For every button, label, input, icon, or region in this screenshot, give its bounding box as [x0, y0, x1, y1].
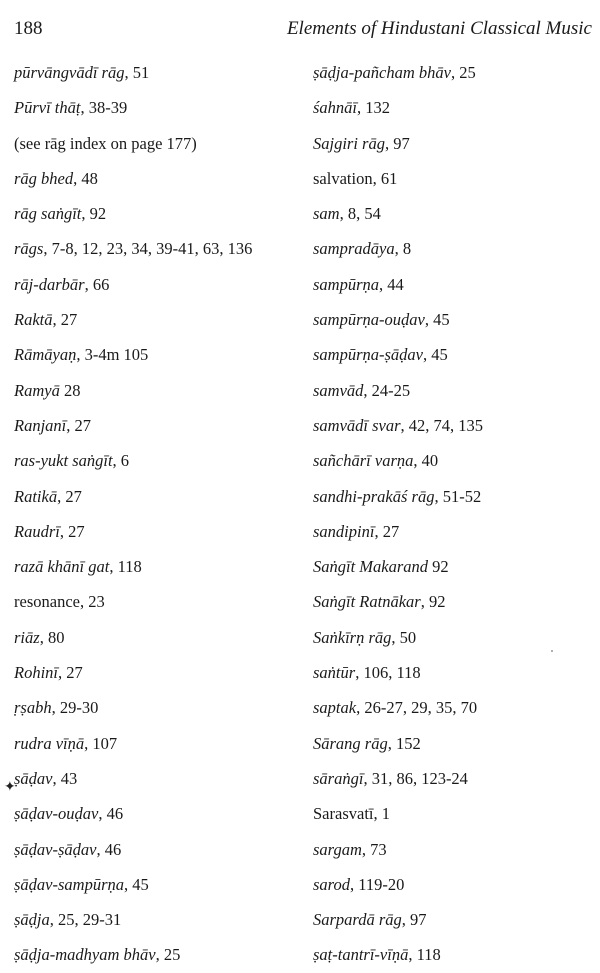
- page-references: , 38-39: [80, 98, 128, 118]
- index-term: ṣāḍav-sampūrṇa: [14, 874, 124, 894]
- index-term: pūrvāngvādī rāg: [14, 63, 125, 82]
- page-references: , 25, 29-31: [49, 910, 122, 930]
- page-references: , 25: [155, 945, 181, 965]
- page-references: , 27: [58, 663, 83, 683]
- index-term: sampūrṇa: [313, 274, 380, 294]
- page-references: , 27: [52, 310, 78, 330]
- index-term: sampradāya: [313, 239, 395, 259]
- index-term: (see rāg index on page 177): [14, 133, 197, 153]
- index-entry: [313, 443, 598, 478]
- page-references: , 152: [387, 733, 421, 753]
- index-entry: [14, 867, 304, 902]
- page-references: , 46: [98, 804, 124, 824]
- index-term: salvation: [313, 168, 373, 188]
- index-entry: [313, 867, 598, 902]
- index-term: sam: [313, 204, 340, 224]
- index-term: sandhi-prakāś rāg: [313, 486, 435, 506]
- index-term: Pūrvī thāṭ: [14, 98, 81, 118]
- index-term: sampūrṇa-ouḍav: [313, 310, 425, 330]
- index-entry: [14, 937, 304, 972]
- index-entry: [14, 267, 304, 302]
- page-references: , 8, 54: [339, 204, 381, 224]
- page-references: , 29-30: [51, 698, 99, 718]
- index-term: śahnāī: [313, 98, 358, 118]
- page-references: , 26-27, 29, 35, 70: [356, 698, 478, 718]
- page-references: , 42, 74, 135: [400, 415, 484, 435]
- index-term: Ramyā: [14, 380, 60, 400]
- index-entry: [14, 761, 304, 796]
- index-entry: [313, 479, 598, 514]
- page-references: , 6: [112, 451, 130, 471]
- index-entry: [14, 584, 304, 619]
- index-term: ṣāḍja-madhyam bhāv: [14, 945, 156, 965]
- index-term: ṛṣabh: [14, 698, 52, 718]
- index-term: Raktā: [14, 310, 53, 330]
- page-references: , 107: [84, 733, 118, 753]
- index-term: ṣaṭ-tantrī-vīṇā: [313, 945, 409, 965]
- index-entry: [313, 796, 598, 831]
- index-entry: [14, 726, 304, 761]
- index-entry: [313, 549, 598, 584]
- index-term: sandipinī: [313, 521, 375, 541]
- index-column-left: [14, 55, 304, 973]
- index-term: sāraṅgī: [313, 768, 364, 788]
- index-entry: [14, 479, 304, 514]
- page-references: , 40: [413, 451, 439, 471]
- index-term: resonance: [14, 592, 80, 612]
- index-entry: [14, 796, 304, 831]
- index-entry: [313, 514, 598, 549]
- index-term: ṣāḍav-ṣāḍav: [14, 839, 97, 859]
- index-entry: [14, 161, 304, 196]
- page-references: , 46: [96, 839, 122, 859]
- index-entry: [14, 514, 304, 549]
- page-references: , 61: [372, 168, 398, 188]
- index-term: rāg saṅgīt: [14, 204, 82, 224]
- index-entry: [14, 302, 304, 337]
- index-term: samvād: [313, 380, 364, 400]
- index-entry: [313, 196, 598, 231]
- index-entry: [313, 267, 598, 302]
- page-references: , 97: [401, 910, 427, 930]
- ink-speck: [551, 650, 553, 652]
- page-references: , 66: [84, 274, 110, 294]
- index-entry: [14, 620, 304, 655]
- page-references: , 45: [124, 874, 149, 894]
- page-references: , 73: [361, 839, 387, 859]
- index-entry: [14, 408, 304, 443]
- index-term: Raudrī: [14, 521, 60, 541]
- index-entry: [313, 832, 598, 867]
- page-references: , 27: [59, 521, 85, 541]
- page-references: , 106, 118: [355, 663, 421, 683]
- page-references: , 3-4m 105: [76, 345, 149, 365]
- index-term: sañchārī varṇa: [313, 451, 414, 471]
- index-term: rāj-darbār: [14, 274, 85, 294]
- page-references: , 51-52: [434, 486, 482, 506]
- index-term: Sarasvatī: [313, 804, 374, 824]
- index-term: ṣāḍav-ouḍav: [14, 804, 99, 824]
- index-term: ṣāḍja: [14, 910, 50, 930]
- index-term: Rohinī: [14, 663, 58, 683]
- index-term: rudra vīṇā: [14, 733, 85, 753]
- index-entry: [14, 549, 304, 584]
- page-references: , 118: [408, 945, 441, 965]
- page-references: , 132: [357, 98, 391, 118]
- index-entry: [313, 620, 598, 655]
- index-entry: [313, 302, 598, 337]
- index-entry: [313, 337, 598, 372]
- index-term: ṣāḍja-pañcham bhāv: [313, 63, 451, 82]
- page-references: , 8: [394, 239, 412, 259]
- index-entry: [313, 231, 598, 266]
- index-entry: [313, 55, 598, 90]
- page-references: , 27: [66, 415, 91, 435]
- page-references: , 1: [373, 804, 390, 824]
- page-references: , 31, 86, 123-24: [363, 768, 468, 788]
- page-references: , 44: [379, 274, 404, 294]
- page-references: , 45: [424, 310, 450, 330]
- page-references: , 92: [81, 204, 107, 224]
- index-term: rāgs: [14, 239, 44, 259]
- page-references: 28: [59, 380, 81, 400]
- index-entry: [14, 55, 304, 90]
- index-entry: [14, 832, 304, 867]
- index-entry: [313, 761, 598, 796]
- index-entry: [313, 90, 598, 125]
- index-term: sampūrṇa-ṣāḍav: [313, 345, 423, 365]
- index-term: saṅtūr: [313, 663, 356, 683]
- page-references: , 48: [73, 168, 98, 188]
- index-term: Sārang rāg: [313, 733, 388, 753]
- page-references: , 7-8, 12, 23, 34, 39-41, 63, 136: [43, 239, 253, 259]
- index-term: ṣāḍav: [14, 768, 53, 788]
- ink-blot-mark: ✦: [4, 780, 16, 795]
- page-references: , 27: [374, 521, 400, 541]
- index-entry: [313, 690, 598, 725]
- index-entry: [14, 373, 304, 408]
- index-term: ras-yukt saṅgīt: [14, 451, 113, 471]
- index-entry: [14, 690, 304, 725]
- index-term: Sajgiri rāg: [313, 133, 385, 153]
- page-references: , 51: [124, 63, 150, 82]
- index-term: rāg bhed: [14, 168, 74, 188]
- page-references: , 118: [109, 557, 142, 577]
- page-references: , 43: [52, 768, 78, 788]
- index-entry: [313, 937, 598, 972]
- page-references: 92: [428, 557, 449, 577]
- index-term: Ratikā: [14, 486, 58, 506]
- index-term: Saṅgīt Ratnākar: [313, 592, 421, 612]
- index-term: Sarpardā rāg: [313, 910, 402, 930]
- index-term: riāz: [14, 627, 40, 647]
- index-column-right: [313, 55, 598, 973]
- index-entry: [14, 337, 304, 372]
- index-term: Saṅkīrṇ rāg: [313, 627, 392, 647]
- index-entry: [14, 902, 304, 937]
- index-entry: [313, 726, 598, 761]
- index-entry: [313, 126, 598, 161]
- index-entry: [313, 373, 598, 408]
- index-term: sargam: [313, 839, 362, 859]
- index-entry: [14, 126, 304, 161]
- page-references: , 23: [79, 592, 105, 612]
- page-references: , 50: [391, 627, 417, 647]
- index-entry: [14, 90, 304, 125]
- page-references: , 45: [423, 345, 448, 365]
- index-entry: [313, 655, 598, 690]
- index-entry: [14, 443, 304, 478]
- page-references: , 25: [450, 63, 476, 82]
- index-term: saptak: [313, 698, 357, 718]
- index-entry: [14, 655, 304, 690]
- index-entry: [313, 161, 598, 196]
- index-term: Saṅgīt Makarand: [313, 557, 429, 577]
- page-references: , 80: [39, 627, 65, 647]
- page-references: , 24-25: [363, 380, 411, 400]
- page-references: , 97: [384, 133, 410, 153]
- index-term: sarod: [313, 874, 350, 894]
- index-entry: [313, 408, 598, 443]
- index-term: Rāmāyaṇ: [14, 345, 77, 365]
- index-entry: [14, 231, 304, 266]
- index-term: razā khānī gat: [14, 557, 110, 577]
- index-entry: [313, 902, 598, 937]
- index-entry: [313, 584, 598, 619]
- page-references: , 27: [57, 486, 82, 506]
- running-title: Elements of Hindustani Classical Music: [286, 18, 592, 39]
- index-entry: [14, 196, 304, 231]
- page-references: , 92: [420, 592, 446, 612]
- index-term: samvādī svar: [313, 415, 401, 435]
- index-term: Ranjanī: [14, 415, 67, 435]
- page-number: 188: [14, 18, 43, 39]
- page-references: , 119-20: [349, 874, 405, 894]
